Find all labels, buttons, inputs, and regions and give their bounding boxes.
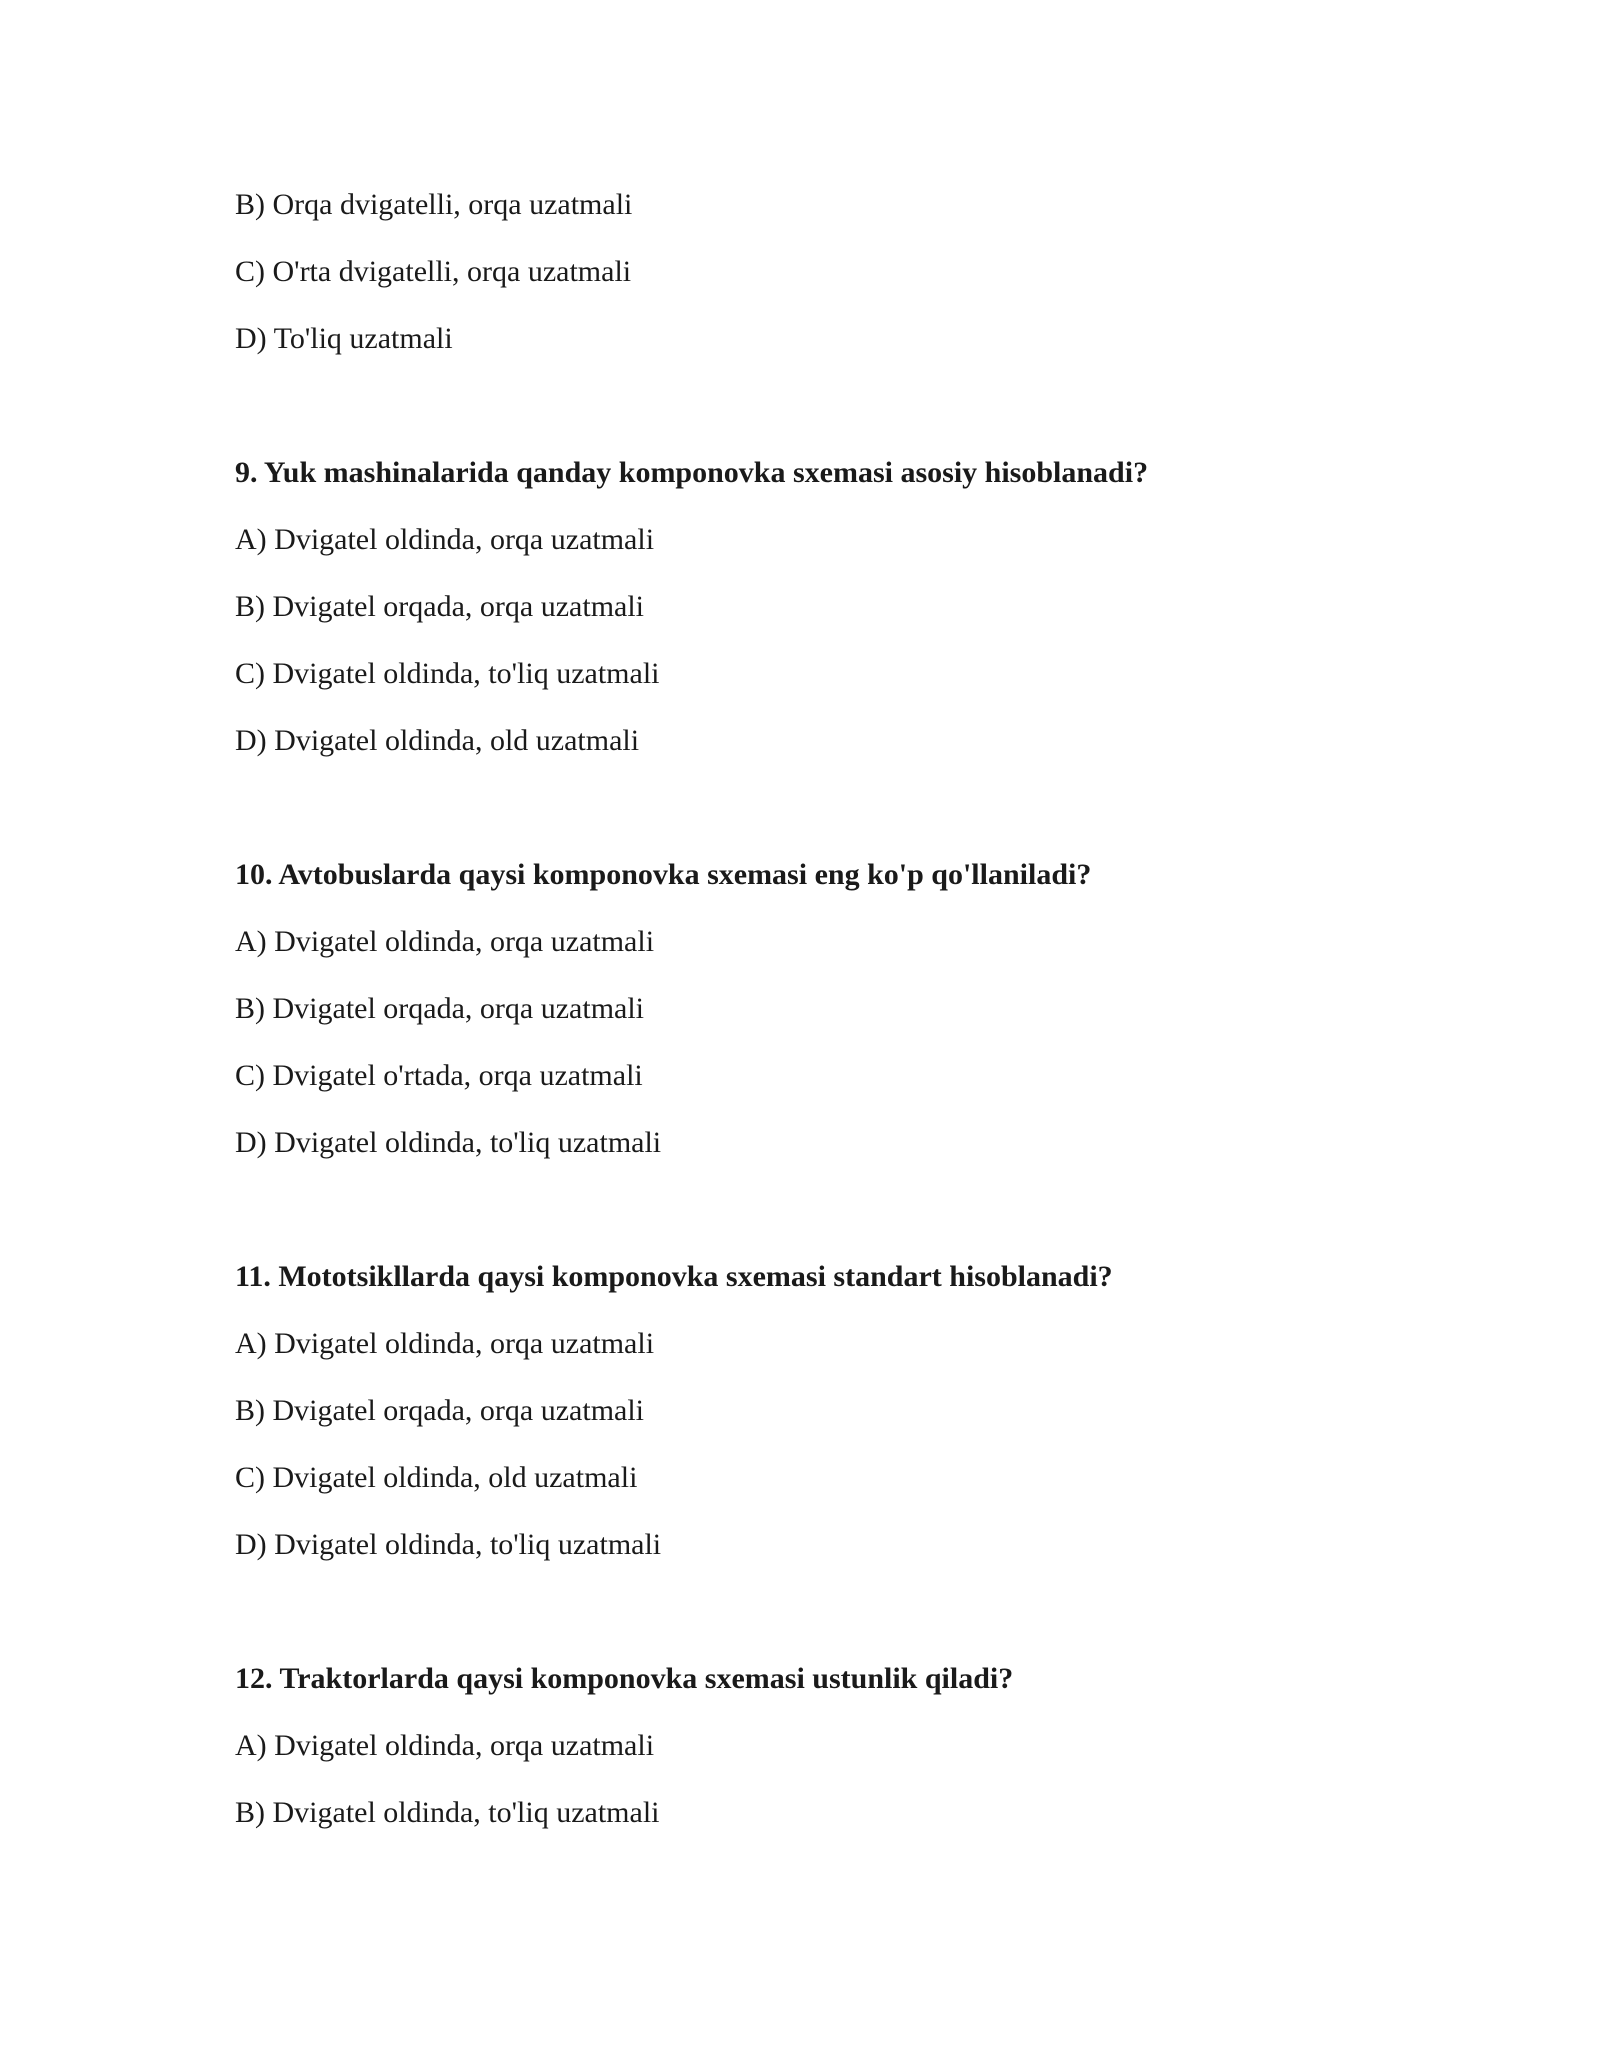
question-9: 9. Yuk mashinalarida qanday komponovka sxemasi asosiy hisoblanadi? xyxy=(235,456,1149,489)
option-d: D) To'liq uzatmali xyxy=(235,322,453,355)
option-d: D) Dvigatel oldinda, to'liq uzatmali xyxy=(235,1126,662,1159)
option-b: B) Dvigatel orqada, orqa uzatmali xyxy=(235,1394,645,1427)
option-a: A) Dvigatel oldinda, orqa uzatmali xyxy=(235,523,655,556)
option-c: C) O'rta dvigatelli, orqa uzatmali xyxy=(235,255,632,288)
option-a: A) Dvigatel oldinda, orqa uzatmali xyxy=(235,1327,655,1360)
option-d: D) Dvigatel oldinda, to'liq uzatmali xyxy=(235,1528,662,1561)
question-11: 11. Mototsikllarda qaysi komponovka sxemasi standart hisoblanadi? xyxy=(235,1260,1113,1293)
option-b: B) Orqa dvigatelli, orqa uzatmali xyxy=(235,188,633,221)
question-10: 10. Avtobuslarda qaysi komponovka sxemasi eng ko'p qo'llaniladi? xyxy=(235,858,1092,891)
option-c: C) Dvigatel oldinda, to'liq uzatmali xyxy=(235,657,660,690)
option-a: A) Dvigatel oldinda, orqa uzatmali xyxy=(235,925,655,958)
option-b: B) Dvigatel orqada, orqa uzatmali xyxy=(235,992,645,1025)
option-d: D) Dvigatel oldinda, old uzatmali xyxy=(235,724,640,757)
option-b: B) Dvigatel oldinda, to'liq uzatmali xyxy=(235,1796,660,1829)
option-c: C) Dvigatel o'rtada, orqa uzatmali xyxy=(235,1059,643,1092)
option-c: C) Dvigatel oldinda, old uzatmali xyxy=(235,1461,638,1494)
question-12: 12. Traktorlarda qaysi komponovka sxemasi ustunlik qiladi? xyxy=(235,1662,1014,1695)
option-b: B) Dvigatel orqada, orqa uzatmali xyxy=(235,590,645,623)
option-a: A) Dvigatel oldinda, orqa uzatmali xyxy=(235,1729,655,1762)
